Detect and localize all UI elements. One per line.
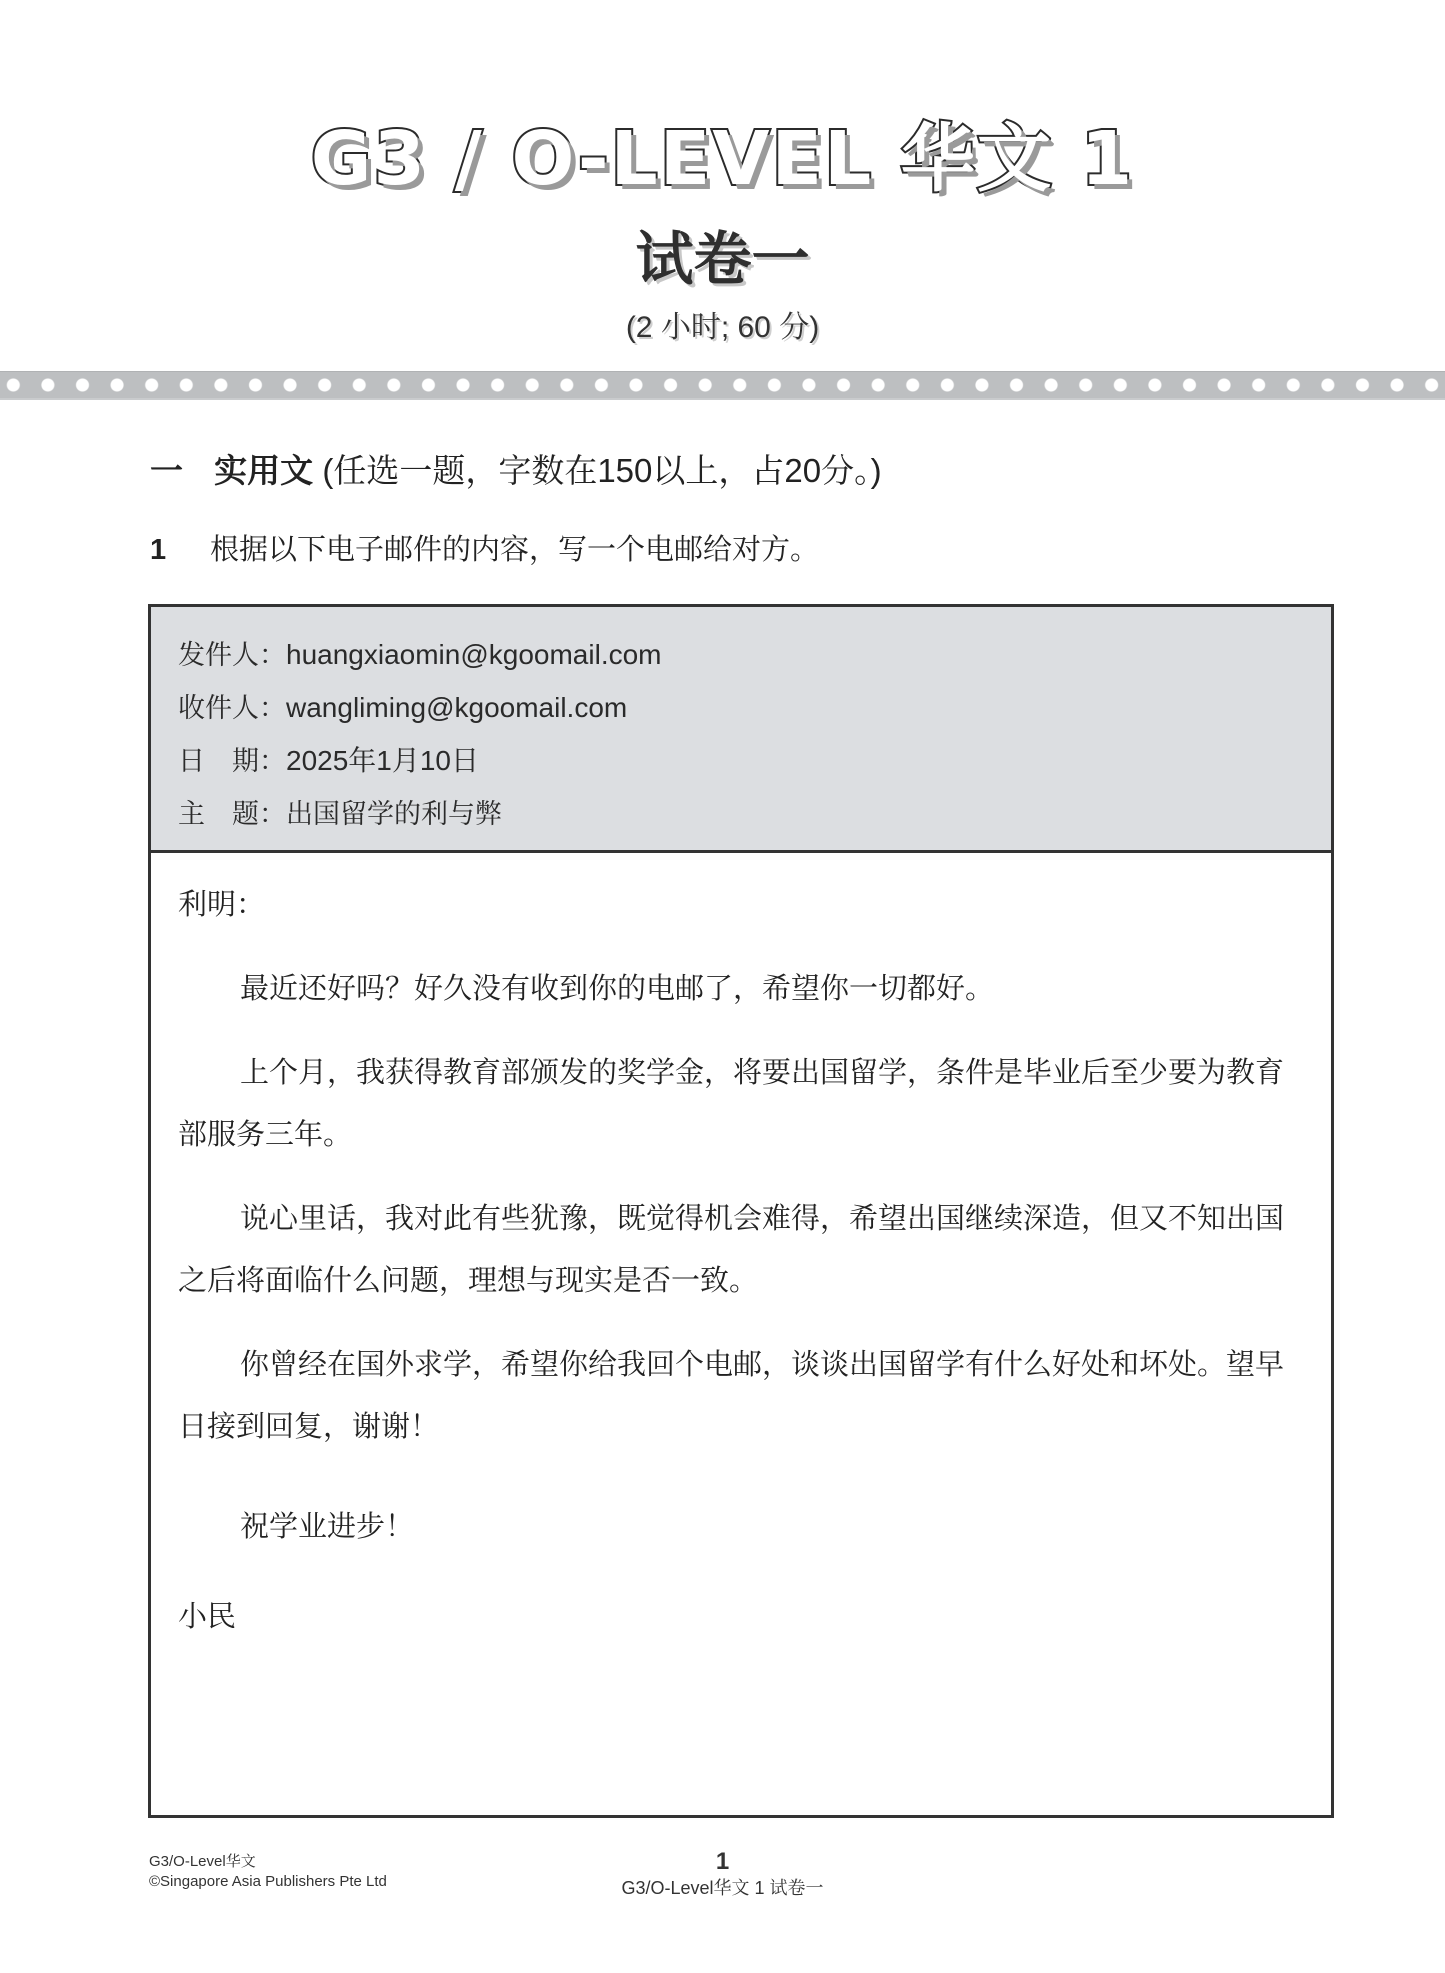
question-prompt — [150, 527, 819, 568]
body-paragraph: 最近还好吗？好久没有收到你的电邮了，希望你一切都好。 — [240, 971, 995, 1005]
date-label: 日 期： — [178, 746, 286, 777]
subject-label: 主 题： — [178, 799, 286, 830]
from-address: huangxiaomin@kgoomail.com — [286, 639, 662, 670]
email-date-row — [178, 741, 1331, 794]
body-paragraph: 上个月，我获得教育部颁发的奖学金，将要出国留学，条件是毕业后至少要为教育部服务三年。 — [178, 1055, 1285, 1151]
email-from-row — [178, 635, 1331, 688]
decorative-dot-band — [0, 371, 1445, 400]
email-to-row — [178, 688, 1331, 741]
paper-title: 试卷一 — [635, 225, 810, 293]
section-instructions: (任选一题，字数在150以上，占20分。) — [322, 452, 882, 489]
body-paragraph: 你曾经在国外求学，希望你给我回个电邮，谈谈出国留学有什么好处和坏处。望早日接到回复，谢谢！ — [178, 1347, 1285, 1443]
page-number: 1 — [715, 1848, 730, 1875]
email-subject-row — [178, 794, 1331, 847]
to-label: 收件人： — [178, 693, 286, 724]
dots-pattern — [0, 372, 1445, 398]
question-text: 根据以下电子邮件的内容，写一个电邮给对方。 — [210, 532, 820, 566]
page-description: G3/O-Level华文 1 试卷一 — [621, 1878, 824, 1898]
salutation: 利明： — [178, 887, 266, 921]
email-header — [151, 607, 1331, 853]
footer-page — [0, 1848, 1445, 1900]
footer-copyright: ©Singapore Asia Publishers Pte Ltd — [149, 1873, 387, 1890]
subject-value: 出国留学的利与弊 — [286, 799, 502, 830]
book-title: G3 / O-LEVEL 华文 1 — [310, 116, 1135, 202]
paper-duration: (2 小时; 60 分) — [625, 311, 820, 344]
date-value: 2025年1月10日 — [286, 745, 480, 776]
to-address: wangliming@kgoomail.com — [286, 692, 628, 723]
section-heading — [150, 445, 882, 492]
from-label: 发件人： — [178, 640, 286, 671]
closing: 祝学业进步！ — [240, 1509, 415, 1543]
email-body — [151, 853, 1331, 1647]
body-paragraph: 说心里话，我对此有些犹豫，既觉得机会难得，希望出国继续深造，但又不知出国之后将面临什么问题，理想与现实是否一致。 — [178, 1201, 1285, 1297]
question-number: 1 — [150, 534, 167, 566]
footer-book: G3/O-Level华文 — [149, 1853, 256, 1870]
email-box — [148, 604, 1334, 1818]
section-number: 一 — [150, 452, 183, 489]
section-name: 实用文 — [214, 452, 314, 489]
signature: 小民 — [178, 1599, 237, 1633]
